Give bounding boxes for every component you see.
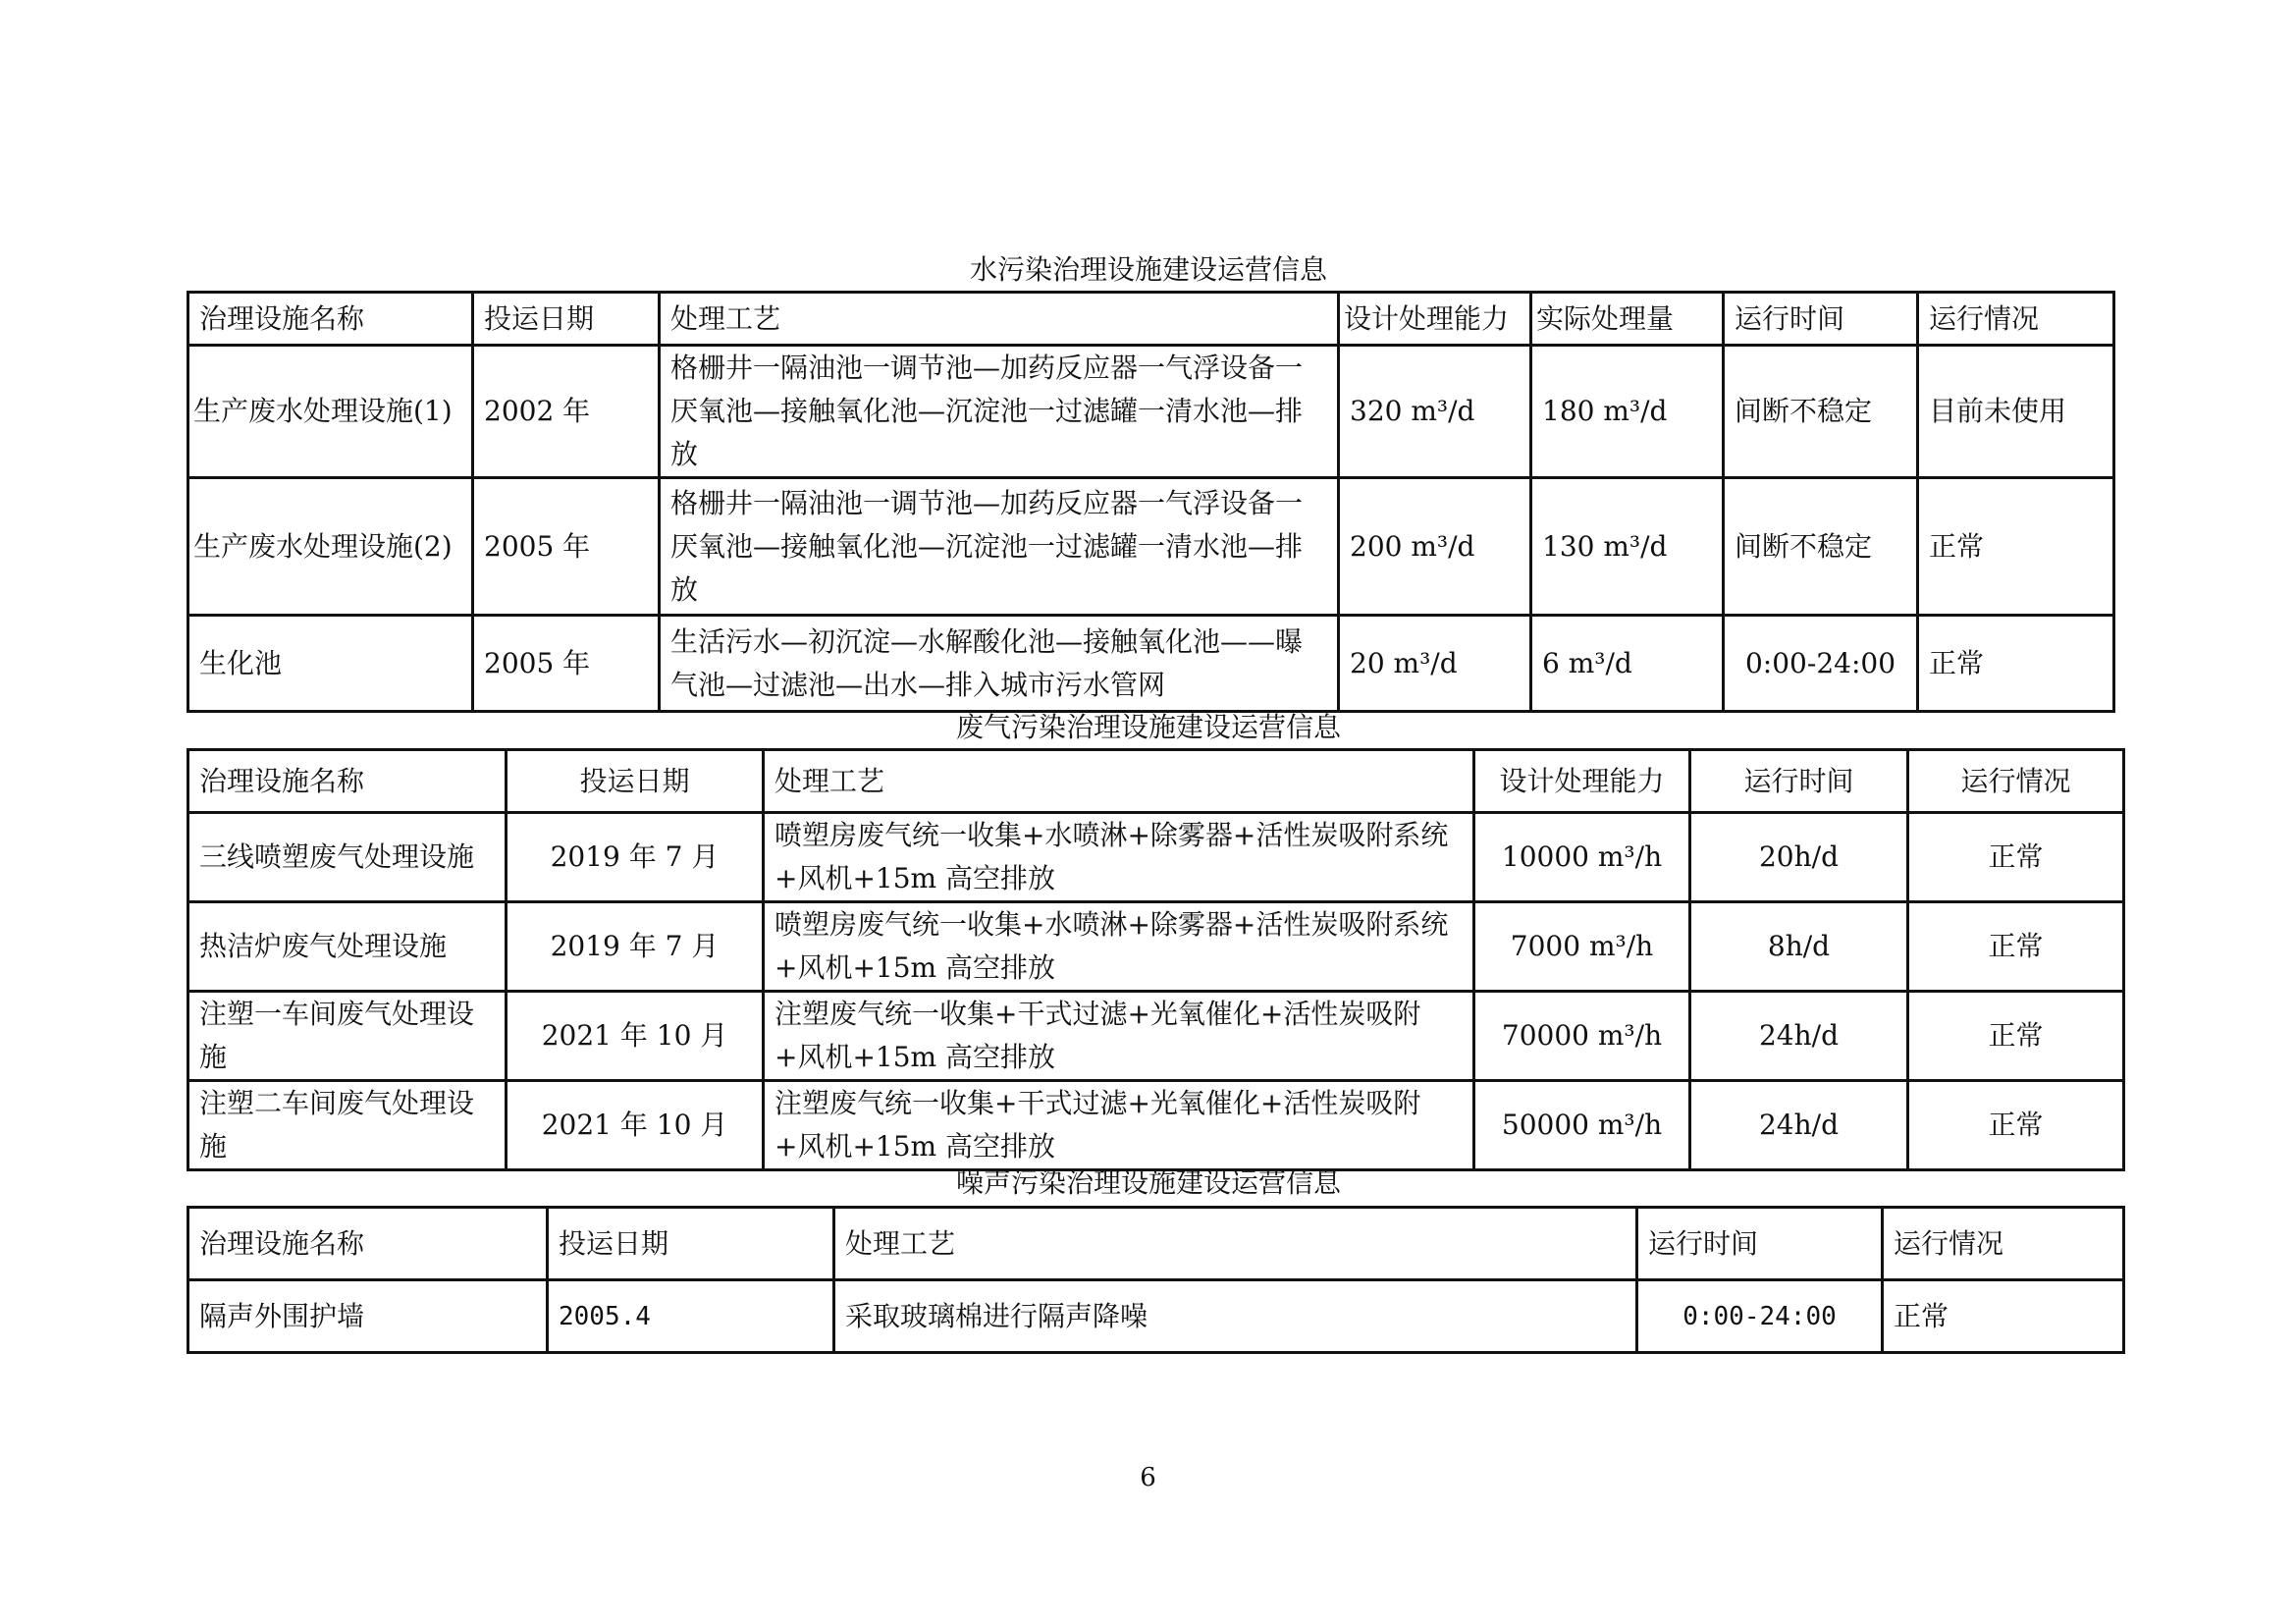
actual-volume: 130 m³/d: [1531, 478, 1724, 616]
actual-volume: 180 m³/d: [1531, 346, 1724, 478]
water-header-time: 运行时间: [1724, 293, 1918, 346]
operating-status: 正常: [1918, 616, 2114, 712]
operating-time: 8h/d: [1690, 902, 1908, 992]
air-header-time: 运行时间: [1690, 750, 1908, 813]
operating-time: 20h/d: [1690, 813, 1908, 902]
operating-time: 0:00-24:00: [1724, 616, 1918, 712]
process-description: 采取玻璃棉进行隔声降噪: [834, 1280, 1637, 1353]
design-capacity: 20 m³/d: [1339, 616, 1531, 712]
facility-name: 生产废水处理设施(1): [188, 346, 473, 478]
design-capacity: 50000 m³/h: [1474, 1081, 1690, 1170]
facility-name: 热洁炉废气处理设施: [188, 902, 507, 992]
operating-time: 间断不稳定: [1724, 478, 1918, 616]
start-date: 2002 年: [473, 346, 660, 478]
design-capacity: 200 m³/d: [1339, 478, 1531, 616]
start-date: 2005 年: [473, 616, 660, 712]
operating-status: 正常: [1883, 1280, 2124, 1353]
operating-time: 24h/d: [1690, 992, 1908, 1081]
process-description: 注塑废气统一收集+干式过滤+光氧催化+活性炭吸附+风机+15m 高空排放: [764, 1081, 1474, 1170]
air-header-date: 投运日期: [507, 750, 764, 813]
air-header-design: 设计处理能力: [1474, 750, 1690, 813]
start-date: 2019 年 7 月: [507, 902, 764, 992]
design-capacity: 70000 m³/h: [1474, 992, 1690, 1081]
operating-status: 目前未使用: [1918, 346, 2114, 478]
operating-time: 间断不稳定: [1724, 346, 1918, 478]
process-description: 格栅井一隔油池一调节池—加药反应器一气浮设备一厌氧池—接触氧化池—沉淀池一过滤罐一清水池—排放: [660, 478, 1339, 616]
table-row: [188, 478, 2114, 616]
process-description: 生活污水—初沉淀—水解酸化池—接触氧化池——曝气池—过滤池—出水—排入城市污水管网: [660, 616, 1339, 712]
noise-table: [187, 1206, 2125, 1354]
start-date: 2021 年 10 月: [507, 992, 764, 1081]
facility-name: 注塑一车间废气处理设施: [188, 992, 507, 1081]
start-date: 2005 年: [473, 478, 660, 616]
facility-name: 注塑二车间废气处理设施: [188, 1081, 507, 1170]
air-table: [187, 748, 2125, 1171]
noise-header-status: 运行情况: [1883, 1208, 2124, 1280]
water-header-name: 治理设施名称: [188, 293, 473, 346]
table-row: [188, 813, 2124, 902]
table-row: [188, 992, 2124, 1081]
start-date: 2021 年 10 月: [507, 1081, 764, 1170]
actual-volume: 6 m³/d: [1531, 616, 1724, 712]
process-description: 喷塑房废气统一收集+水喷淋+除雾器+活性炭吸附系统+风机+15m 高空排放: [764, 813, 1474, 902]
design-capacity: 10000 m³/h: [1474, 813, 1690, 902]
table-row: [188, 1280, 2124, 1353]
process-description: 喷塑房废气统一收集+水喷淋+除雾器+活性炭吸附系统+风机+15m 高空排放: [764, 902, 1474, 992]
table-row: [188, 346, 2114, 478]
water-header-design: 设计处理能力: [1339, 293, 1531, 346]
noise-header-name: 治理设施名称: [188, 1208, 548, 1280]
operating-time: 0:00-24:00: [1637, 1280, 1883, 1353]
noise-header-time: 运行时间: [1637, 1208, 1883, 1280]
noise-header-process: 处理工艺: [834, 1208, 1637, 1280]
page-number: 6: [1140, 1463, 1156, 1492]
operating-status: 正常: [1908, 813, 2124, 902]
operating-status: 正常: [1908, 902, 2124, 992]
table-row: [188, 616, 2114, 712]
design-capacity: 7000 m³/h: [1474, 902, 1690, 992]
operating-status: 正常: [1908, 992, 2124, 1081]
table-row: [188, 902, 2124, 992]
operating-status: 正常: [1918, 478, 2114, 616]
water-header-actual: 实际处理量: [1531, 293, 1724, 346]
water-header-date: 投运日期: [473, 293, 660, 346]
facility-name: 生产废水处理设施(2): [188, 478, 473, 616]
start-date: 2005.4: [548, 1280, 834, 1353]
water-table: [187, 291, 2115, 713]
process-description: 格栅井一隔油池一调节池—加药反应器一气浮设备一厌氧池—接触氧化池—沉淀池一过滤罐一清水池—排放: [660, 346, 1339, 478]
air-header-name: 治理设施名称: [188, 750, 507, 813]
facility-name: 生化池: [188, 616, 473, 712]
water-table-caption: 水污染治理设施建设运营信息: [969, 253, 1327, 286]
operating-time: 24h/d: [1690, 1081, 1908, 1170]
noise-header-date: 投运日期: [548, 1208, 834, 1280]
noise-table-caption: 噪声污染治理设施建设运营信息: [955, 1166, 1341, 1199]
air-header-status: 运行情况: [1908, 750, 2124, 813]
water-header-status: 运行情况: [1918, 293, 2114, 346]
process-description: 注塑废气统一收集+干式过滤+光氧催化+活性炭吸附+风机+15m 高空排放: [764, 992, 1474, 1081]
facility-name: 三线喷塑废气处理设施: [188, 813, 507, 902]
start-date: 2019 年 7 月: [507, 813, 764, 902]
air-table-caption: 废气污染治理设施建设运营信息: [955, 711, 1341, 743]
air-header-process: 处理工艺: [764, 750, 1474, 813]
design-capacity: 320 m³/d: [1339, 346, 1531, 478]
facility-name: 隔声外围护墙: [188, 1280, 548, 1353]
water-header-process: 处理工艺: [660, 293, 1339, 346]
operating-status: 正常: [1908, 1081, 2124, 1170]
table-row: [188, 1081, 2124, 1170]
